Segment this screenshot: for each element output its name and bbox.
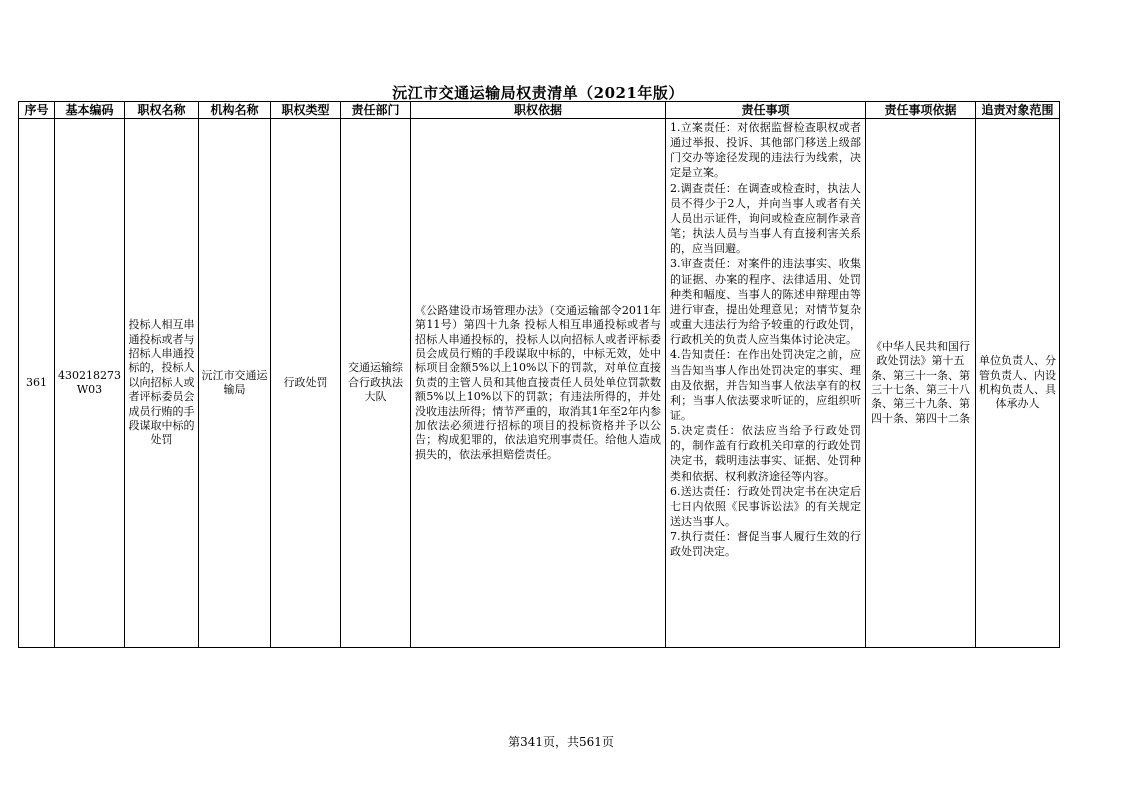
row-accountability-text: 单位负责人、分管负责人、内设机构负责人、具体承办人 xyxy=(979,354,1056,411)
header-power-name: 职权名称 xyxy=(125,102,199,119)
row-department-text: 交通运输综合行政执法大队 xyxy=(348,361,403,404)
row-code-text: 430218273W03 xyxy=(58,368,121,396)
row-department xyxy=(341,119,411,648)
duty-item-7: 7.执行责任：督促当事人履行生效的行政处罚决定。 xyxy=(670,530,861,559)
duty-item-4: 4.告知责任：在作出处罚决定之前，应当告知当事人作出处罚决定的事实、理由及依据，并告知当事人依法享有的权利；当事人依法要求听证的，应组织听证。 xyxy=(670,348,861,422)
duty-item-5: 5.决定责任：依法应当给予行政处罚的，制作盖有行政机关印章的行政处罚决定书，载明违法事实、证据、处罚种类和依据、权利救济途径等内容。 xyxy=(670,424,861,483)
duties-list xyxy=(666,119,865,646)
row-org-name-text: 沅江市交通运输局 xyxy=(201,368,268,396)
row-accountability xyxy=(976,119,1060,648)
table-row xyxy=(19,119,1060,648)
row-duty-basis-text: 《中华人民共和国行政处罚法》第十五条、第三十一条、第三十七条、第三十八条、第三十九条、第四十条、第四十二条 xyxy=(871,339,970,425)
row-code xyxy=(55,119,125,648)
duty-item-1: 1.立案责任：对依据监督检查职权或者通过举报、投诉、其他部门移送上级部门交办等途径发现的违法行为线索，决定是立案。 xyxy=(670,121,861,180)
row-basis xyxy=(411,119,666,648)
duty-item-3: 3.审查责任：对案件的违法事实、收集的证据、办案的程序、法律适用、处罚种类和幅度、当事人的陈述申辩理由等进行审查，提出处理意见；对情节复杂或重大违法行为给予较重的行政处罚，行政机关的负责人应当集体讨论决定。 xyxy=(670,257,861,347)
power-list-table xyxy=(18,101,1060,648)
row-index: 361 xyxy=(19,119,55,648)
page-number: 第341页，共561页 xyxy=(508,735,614,749)
duty-item-2: 2.调查责任：在调查或检查时，执法人员不得少于2人，并向当事人或者有关人员出示证件，询问或检查应制作录音笔；执法人员与当事人有直接利害关系的，应当回避。 xyxy=(670,181,861,256)
header-org-name: 机构名称 xyxy=(199,102,271,119)
row-org-name xyxy=(199,119,271,648)
row-duty-basis xyxy=(866,119,976,648)
document-title: 沅江市交通运输局权责清单（2021年版） xyxy=(392,84,684,102)
row-power-name xyxy=(125,119,199,648)
header-code: 基本编码 xyxy=(55,102,125,119)
header-department: 责任部门 xyxy=(341,102,411,119)
header-index: 序号 xyxy=(19,102,55,119)
header-duties: 责任事项 xyxy=(666,102,866,119)
duty-item-6: 6.送达责任：行政处罚决定书在决定后七日内依照《民事诉讼法》的有关规定送达当事人。 xyxy=(670,484,861,529)
row-power-name-text: 投标人相互串通投标或者与招标人串通投标的，投标人以向招标人或者评标委员会成员行贿的手段谋取中标的处罚 xyxy=(128,318,195,447)
row-power-type: 行政处罚 xyxy=(271,119,341,648)
header-row xyxy=(19,102,1060,119)
row-basis-text: 《公路建设市场管理办法》（交通运输部令2011年第11号）第四十九条 投标人相互串通投标或者与招标人串通投标的，投标人以向招标人或者评标委员会成员行贿的手段谋取中标的，中标无效，处中标项目金额5%以上10%以下的罚款，对单位直接负责的主管人员和其他直接责任人员处单位罚款数额5%以上10%以下的罚款；有违法所得的，并处没收违法所得；情节严重的，取消其1年至2年内参加依法必须进行招标的项目的投标资格并予以公告；构成犯罪的，依法追究刑事责任。给他人造成损失的，依法承担赔偿责任。 xyxy=(415,303,661,461)
header-basis: 职权依据 xyxy=(411,102,666,119)
header-duty-basis: 责任事项依据 xyxy=(866,102,976,119)
header-power-type: 职权类型 xyxy=(271,102,341,119)
header-accountability: 追责对象范围 xyxy=(976,102,1060,119)
row-duties xyxy=(666,119,866,648)
